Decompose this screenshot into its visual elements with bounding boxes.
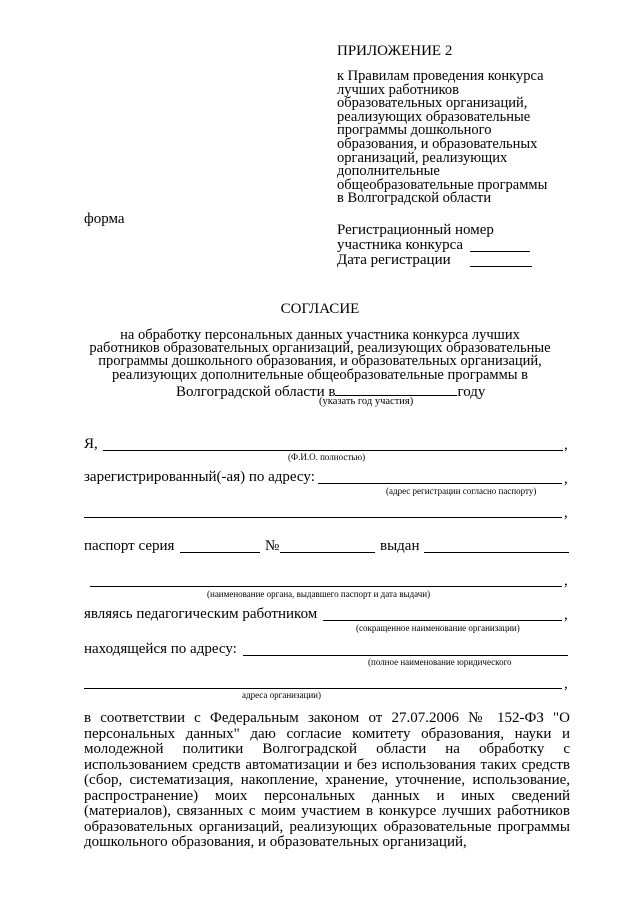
teacher-label: являясь педагогическим работником [84, 606, 318, 622]
passport-series-label: паспорт серия [84, 538, 175, 554]
consent-line: реализующих дополнительные общеобразовательные программы в [112, 366, 528, 383]
issuer-field[interactable] [90, 586, 562, 587]
i-label: Я, [84, 436, 98, 452]
consent-line: работников образовательных организаций, реализующих образовательные [89, 340, 551, 357]
org-hint: (сокращенное наименование организации) [356, 623, 520, 633]
registration-date-label: Дата регистрации [337, 252, 451, 268]
passport-number-label: № [265, 538, 280, 554]
consent-subtitle [60, 329, 580, 382]
registered-address-field[interactable] [318, 483, 562, 484]
appendix-text [337, 70, 547, 206]
appendix-line: лучших работников [337, 81, 459, 98]
issuer-hint: (наименование органа, выдавшего паспорт и дата выдачи) [207, 589, 431, 599]
registration-header: Регистрационный номер [337, 222, 494, 238]
appendix-line: образовательных организаций, [337, 95, 528, 112]
appendix-line: в Волгоградской области [337, 190, 492, 207]
legal-hint-2: адреса организации) [242, 690, 321, 700]
comma: , [564, 505, 568, 521]
registration-number-label: участника конкурса [337, 237, 464, 253]
registration-number-field[interactable] [470, 251, 530, 252]
comma: , [564, 437, 568, 453]
registered-label: зарегистрированный(-ая) по адресу: [84, 469, 315, 485]
issued-field[interactable] [424, 552, 569, 553]
legal-address-field-2[interactable] [84, 688, 562, 689]
passport-number-field[interactable] [280, 552, 375, 553]
appendix-line: программы дошкольного [337, 122, 492, 139]
appendix-line: к Правилам проведения конкурса [337, 68, 544, 84]
body-paragraph: в соответствии с Федеральным законом от 27.07.2006 № 152-ФЗ "О персональных данных" даю согласие комитету образования, науки и молодежной политики Волгоградской области на обработку с использованием средств автоматизации и без использования таких средств (сбор, систематизация, накопление, хранение, уточнение, использование, распространение) моих персональных данных и иных сведений (материалов), связанных с моим участием в конкурсе лучших работников образовательных организаций, реализующих образовательные программы дошкольного образования, и образовательных организаций, [84, 710, 570, 850]
appendix-line: образования, и образовательных [337, 135, 538, 152]
passport-series-field[interactable] [180, 552, 260, 553]
legal-hint-1: (полное наименование юридического [368, 657, 512, 667]
comma: , [564, 471, 568, 487]
issued-label: выдан [380, 538, 420, 554]
consent-title: СОГЛАСИЕ [280, 301, 360, 317]
consent-line: программы дошкольного образования, и образовательных организаций, [98, 353, 542, 370]
comma: , [564, 607, 568, 623]
year-hint: (указать год участия) [319, 396, 414, 407]
appendix-line: общеобразовательные программы [337, 176, 548, 193]
appendix-line: дополнительные [337, 163, 440, 180]
form-label: форма [84, 211, 125, 227]
located-label: находящейся по адресу: [84, 641, 237, 657]
appendix-title: ПРИЛОЖЕНИЕ 2 [337, 43, 453, 59]
appendix-line: организаций, реализующих [337, 149, 508, 166]
consent-year-prefix: Волгоградской области в [176, 384, 336, 400]
registration-date-field[interactable] [470, 266, 532, 267]
consent-year-suffix: году [457, 384, 486, 400]
appendix-line: реализующих образовательные [337, 108, 531, 125]
comma: , [564, 676, 568, 692]
registered-address-field-2[interactable] [84, 517, 562, 518]
consent-line: на обработку персональных данных участника конкурса лучших [120, 327, 520, 343]
year-field[interactable] [335, 381, 457, 396]
fio-hint: (Ф.И.О. полностью) [288, 452, 366, 462]
organization-field[interactable] [323, 620, 562, 621]
address-hint: (адрес регистрации согласно паспорту) [386, 486, 537, 496]
legal-address-field[interactable] [243, 655, 568, 656]
fio-field[interactable] [103, 450, 563, 451]
comma: , [564, 573, 568, 589]
